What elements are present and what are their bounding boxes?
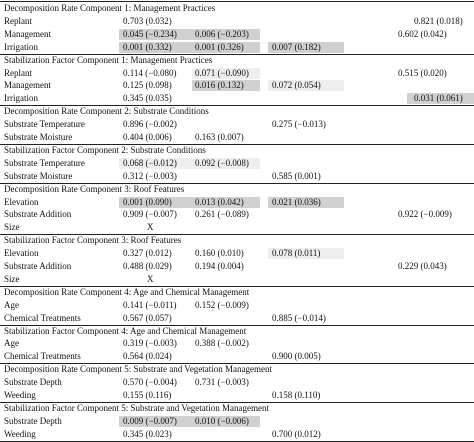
value-cell: 0.155 (0.116) [123,390,172,400]
table-row [0,312,474,325]
table-row [0,15,474,28]
table-row [0,196,474,209]
value-cell: 0.404 (0.006) [123,132,172,142]
value-cell: 0.261 (−0.089) [195,209,249,220]
value-cell: 0.515 (0.020) [398,67,447,78]
row-label: Age [4,338,19,349]
value-cell: 0.152 (−0.009) [195,299,249,310]
table-row [0,389,474,402]
section-title: Decomposition Rate Component 3: Roof Features [4,183,185,194]
value-cell: 0.319 (−0.003) [123,338,177,349]
row-label: Weeding [4,390,36,400]
value-cell: 0.007 (0.182) [272,41,321,52]
value-cell: 0.488 (0.029) [123,261,172,271]
table-row [0,273,474,286]
row-label: Substrate Temperature [4,119,85,130]
value-cell: 0.731 (−0.003) [195,377,249,388]
value-cell: 0.345 (0.023) [123,428,172,439]
row-label: Substrate Temperature [4,157,85,168]
table-row [0,170,474,183]
row-label: Replant [4,15,32,26]
row-label: Chemical Treatments [4,312,81,323]
table-row [0,92,474,105]
value-cell: X [147,222,154,233]
value-cell: 0.141 (−0.011) [123,299,177,310]
section-title: Decomposition Rate Component 2: Substrate Conditions [4,106,209,117]
row-label: Size [4,273,20,284]
value-cell: 0.345 (0.035) [123,93,172,104]
section-title: Decomposition Rate Component 1: Management Practices [4,3,216,13]
value-cell: 0.001 (0.332) [123,41,172,52]
value-cell: 0.703 (0.032) [123,15,172,26]
value-cell: 0.700 (0.012) [272,428,321,439]
row-label: Irrigation [4,41,38,52]
value-cell: 0.013 (0.042) [195,196,244,207]
value-cell: 0.021 (0.036) [272,196,321,207]
value-cell: 0.125 (0.098) [123,80,172,91]
value-cell: 0.229 (0.043) [398,261,447,271]
row-label: Substrate Addition [4,261,72,271]
table-row [0,208,474,221]
value-cell: 0.068 (−0.012) [123,157,177,168]
row-label: Elevation [4,248,39,259]
table-row [0,41,474,54]
table-row [0,337,474,350]
value-cell: 0.114 (−0.080) [123,67,177,78]
value-cell: 0.564 (0.024) [123,351,172,362]
value-cell: 0.327 (0.012) [123,248,172,259]
table-row [0,299,474,312]
value-cell: 0.312 (−0.003) [123,170,177,181]
value-cell: 0.016 (0.132) [195,80,244,91]
value-cell: 0.821 (0.018) [414,15,463,26]
value-cell: 0.072 (0.054) [272,80,321,91]
value-cell: 0.001 (0.326) [195,41,244,52]
value-cell: 0.909 (−0.007) [123,209,177,220]
row-label: Substrate Addition [4,209,72,220]
value-cell: 0.045 (−0.234) [123,28,177,39]
value-cell: 0.163 (0.007) [195,132,244,142]
value-cell: 0.010 (−0.006) [195,415,249,426]
value-cell: 0.900 (0.005) [272,351,321,362]
table-row [0,28,474,41]
row-label: Management [4,28,51,39]
value-cell: 0.092 (−0.008) [195,157,249,168]
value-cell: 0.078 (0.011) [272,248,321,259]
value-cell: 0.194 (0.004) [195,261,244,271]
table-row [0,247,474,260]
value-cell: 0.922 (−0.009) [398,209,452,220]
value-cell: 0.275 (−0.013) [272,119,326,130]
table-bottom-rule [0,441,474,442]
value-cell: 0.585 (0.001) [272,170,321,181]
table-row [0,376,474,389]
row-label: Size [4,222,20,233]
row-label: Substrate Depth [4,415,62,426]
table-row [0,79,474,92]
row-label: Weeding [4,428,36,439]
section-title: Stabilization Factor Component 3: Roof Features [4,235,182,246]
value-cell: 0.158 (0.110) [272,390,321,400]
value-cell: 0.602 (0.042) [398,28,447,39]
row-label: Management [4,80,51,91]
row-label: Irrigation [4,93,38,104]
value-cell: 0.009 (−0.007) [123,415,177,426]
value-cell: X [147,273,154,284]
value-cell: 0.001 (0.090) [123,196,172,207]
value-cell: 0.896 (−0.002) [123,119,177,130]
value-cell: 0.567 (0.057) [123,312,172,323]
value-cell: 0.071 (−0.090) [195,67,249,78]
row-label: Age [4,299,19,310]
value-cell: 0.031 (0.061) [414,93,463,104]
value-cell: 0.570 (−0.004) [123,377,177,388]
section-title: Stabilization Factor Component 5: Substrate and Vegetation Management [4,402,270,413]
row-label: Substrate Moisture [4,170,73,181]
table-row [0,428,474,441]
table-row [0,118,474,131]
value-cell: 0.388 (−0.002) [195,338,249,349]
row-label: Elevation [4,196,39,207]
section-title: Decomposition Rate Component 5: Substrate and Vegetation Management [4,364,273,375]
table-row [0,260,474,273]
section-title: Stabilization Factor Component 2: Substrate Conditions [4,144,206,155]
row-label: Replant [4,67,32,78]
table-row [0,415,474,428]
row-label: Chemical Treatments [4,351,81,362]
table-row [0,350,474,363]
table-row [0,157,474,170]
value-cell: 0.006 (−0.203) [195,28,249,39]
section-title: Decomposition Rate Component 4: Age and Chemical Management [4,286,250,297]
table-row [0,131,474,144]
table-row [0,67,474,80]
row-label: Substrate Moisture [4,132,73,142]
value-cell: 0.160 (0.010) [195,248,244,259]
value-cell: 0.885 (−0.014) [272,312,326,323]
section-title: Stabilization Factor Component 4: Age and Chemical Management [4,325,247,336]
row-label: Substrate Depth [4,377,62,388]
table-row [0,221,474,234]
section-title: Stabilization Factor Component 1: Management Practices [4,54,213,65]
